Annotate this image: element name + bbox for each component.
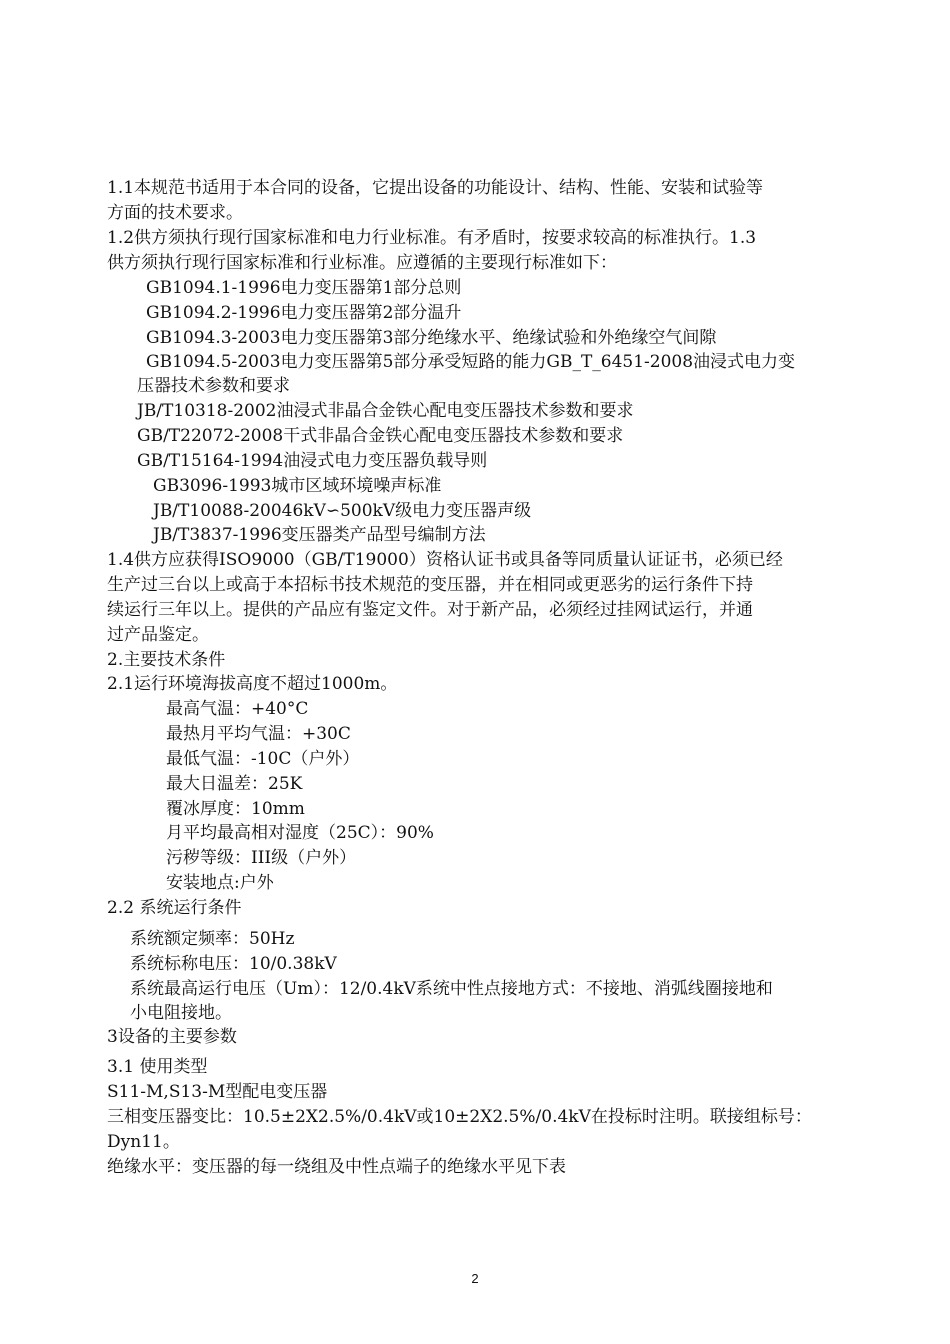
text-line: JB/T10088-20046kV∽500kV级电力变压器声级 (153, 501, 532, 521)
text-line: GB3096-1993城市区域环境噪声标准 (153, 476, 442, 496)
text-line: 污秽等级：III级（户外） (166, 848, 357, 868)
text-line: 覆冰厚度：10mm (166, 799, 305, 819)
text-line: 系统最高运行电压（Um）：12/0.4kV系统中性点接地方式：不接地、消弧线圈接地和 (130, 979, 773, 999)
section-heading: 2.主要技术条件 (107, 650, 226, 670)
text-line: 最高气温：+40°C (166, 699, 309, 719)
text-line: 2.1运行环境海拔高度不超过1000m。 (107, 674, 398, 694)
text-line: 最热月平均气温：+30C (166, 724, 351, 744)
text-line: 过产品鉴定。 (107, 625, 209, 645)
text-line: 续运行三年以上。提供的产品应有鉴定文件。对于新产品，必须经过挂网试运行，并通 (107, 600, 753, 620)
text-line: 三相变压器变比：10.5±2X2.5%/0.4kV或10±2X2.5%/0.4kV在投标时注明。联接组标号： (107, 1107, 812, 1127)
text-line: 1.2供方须执行现行国家标准和电力行业标准。有矛盾时，按要求较高的标准执行。1.3 (107, 228, 757, 248)
text-line: 供方须执行现行国家标准和行业标准。应遵循的主要现行标准如下： (107, 253, 617, 273)
text-line: 月平均最高相对湿度（25C）：90% (166, 823, 434, 843)
section-heading: 2.2 系统运行条件 (107, 898, 242, 918)
text-line: 压器技术参数和要求 (137, 376, 290, 396)
text-line: S11-M,S13-M型配电变压器 (107, 1082, 328, 1102)
text-line: 1.4供方应获得ISO9000（GB/T19000）资格认证书或具备等同质量认证证书，必须已经 (107, 550, 783, 570)
text-line: 小电阻接地。 (130, 1003, 232, 1023)
text-line: GB1094.3-2003电力变压器第3部分绝缘水平、绝缘试验和外绝缘空气间隙 (146, 328, 717, 348)
section-heading: 3.1 使用类型 (107, 1057, 208, 1077)
text-line: 安装地点:户外 (166, 873, 274, 893)
text-line: Dyn11。 (107, 1132, 180, 1152)
text-line: 1.1本规范书适用于本合同的设备，它提出设备的功能设计、结构、性能、安装和试验等 (107, 178, 764, 198)
text-line: 生产过三台以上或高于本招标书技术规范的变压器，并在相同或更恶劣的运行条件下持 (107, 575, 753, 595)
text-line: GB1094.5-2003电力变压器第5部分承受短路的能力GB_T_6451-2008油浸式电力变 (146, 352, 796, 372)
text-line: 系统额定频率：50Hz (130, 929, 295, 949)
text-line: GB/T15164-1994油浸式电力变压器负载导则 (137, 451, 488, 471)
text-line: JB/T3837-1996变压器类产品型号编制方法 (153, 525, 486, 545)
page-number: 2 (471, 1271, 479, 1286)
text-line: GB/T22072-2008干式非晶合金铁心配电变压器技术参数和要求 (137, 426, 624, 446)
section-heading: 3设备的主要参数 (107, 1027, 237, 1047)
text-line: JB/T10318-2002油浸式非晶合金铁心配电变压器技术参数和要求 (137, 401, 634, 421)
text-line: 最大日温差：25K (166, 774, 303, 794)
text-line: 方面的技术要求。 (107, 203, 243, 223)
text-line: 绝缘水平：变压器的每一绕组及中性点端子的绝缘水平见下表 (107, 1157, 566, 1177)
text-line: 最低气温：-10C（户外） (166, 749, 360, 769)
text-line: GB1094.2-1996电力变压器第2部分温升 (146, 303, 462, 323)
text-line: 系统标称电压：10/0.38kV (130, 954, 337, 974)
text-line: GB1094.1-1996电力变压器第1部分总则 (146, 278, 462, 298)
